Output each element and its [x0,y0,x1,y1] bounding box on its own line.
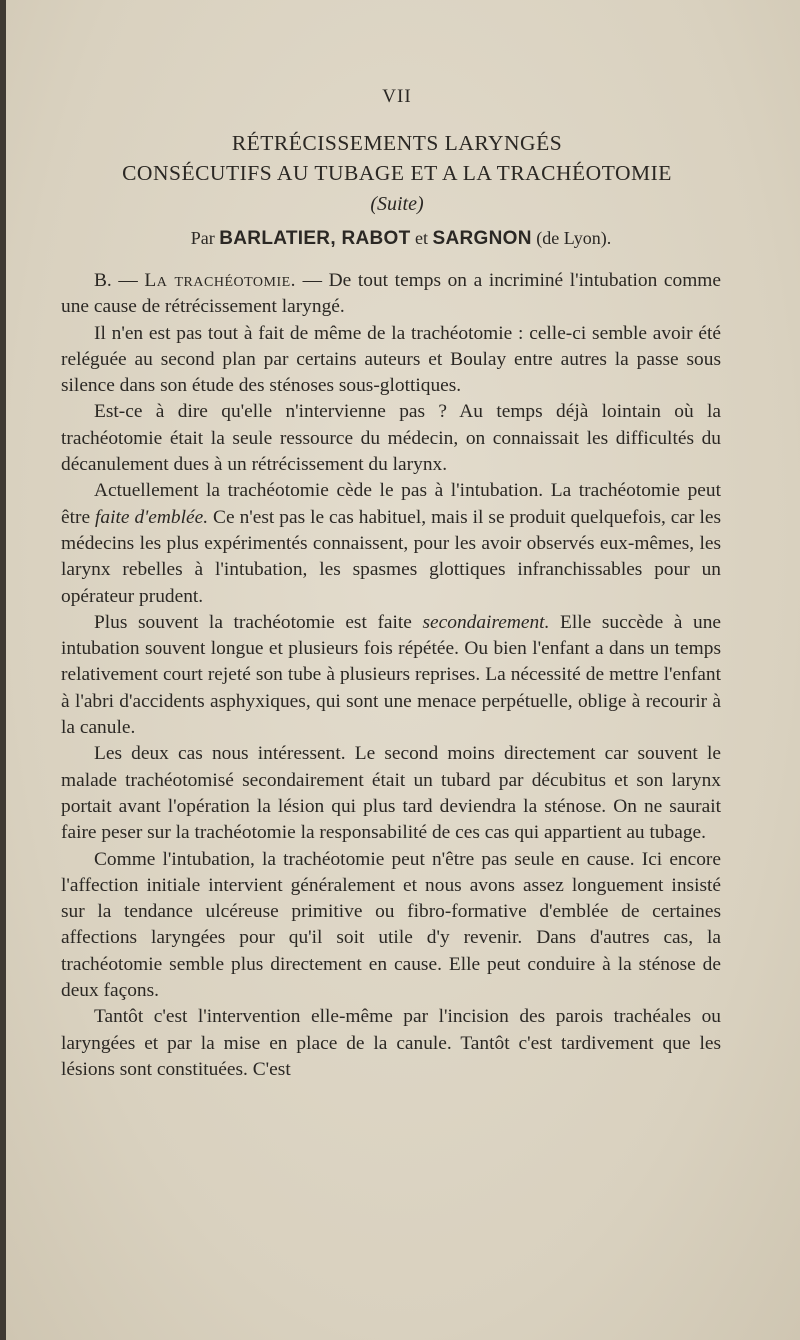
paragraph-5-before: Plus souvent la trachéotomie est faite [94,611,423,633]
section-heading: La trachéotomie. [144,270,297,291]
paragraph-3: Est-ce à dire qu'elle n'intervienne pas ? Au temps déjà lointain où la trachéotomie était la seule ressource du médecin, on connaissait les difficultés du décanulement dues à un rétrécissement du larynx. [61,401,721,476]
paragraph-1-text: — De tout temps on a incriminé l'intubation comme une cause de rétrécissement laryngé. [61,270,721,318]
section-letter: B. — [94,270,145,291]
paragraph-6: Les deux cas nous intéressent. Le second moins directement car souvent le malade trachéotomisé secondairement était un tubard par décubitus et son larynx portait avant l'opération la lésion qui plus tard deviendra la sténose. On ne saurait faire peser sur la trachéotomie la responsabilité de ces cas qui appartient au tubage. [61,743,721,844]
book-page [6,0,800,1340]
paragraph-5-emphasis: secondairement. [422,611,550,633]
paragraph-4 [61,478,721,609]
article-title-line-1: RÉTRÉCISSEMENTS LARYNGÉS [231,131,563,155]
chapter-number: VII [382,86,412,107]
paragraph-8: Tantôt c'est l'intervention elle-même par l'incision des parois trachéales ou laryngées et par la mise en place de la canule. Tantôt c'est tardivement que les lésions sont constituées. C'est [61,1006,721,1080]
byline-conjunction: et [415,228,429,248]
paragraph-7: Comme l'intubation, la trachéotomie peut n'être pas seule en cause. Ici encore l'affection initiale intervient généralement et nous avons assez longuement insisté sur la tendance ulcéreuse primitive ou fibro-formative d'emblée de certaines affections laryngées pour qu'il soit utile d'y revenir. Dans d'autres cas, la trachéotomie semble plus directement en cause. Elle peut conduire à la sténose de deux façons. [61,848,721,1002]
byline-place: (de Lyon). [536,228,612,248]
byline-authors: BARLATIER, RABOT [219,228,411,249]
paragraph-5 [61,610,721,741]
article-title-line-2: CONSÉCUTIFS AU TUBAGE ET A LA TRACHÉOTOMIE [122,161,672,185]
article-subtitle: (Suite) [370,193,424,215]
body-text [61,268,721,1083]
paragraph-4-after: Ce n'est pas le cas habituel, mais il se produit quelquefois, car les médecins les plus expérimentés connaissent, pour les avoir observés eux-mêmes, les larynx rebelles à l'intubation, les spasmes glottiques infranchissables pour un opérateur prudent. [61,506,721,607]
byline [6,228,796,250]
paragraph-4-before: Actuellement la trachéotomie cède le pas à l'intubation. La trachéotomie peut être [61,480,721,528]
paragraph-5-after: Elle succède à une intubation souvent longue et plusieurs fois répétée. Ou bien l'enfant a dans un temps relativement court rejeté son tube à plusieurs reprises. La nécessité de mettre l'enfant à l'abri d'accidents asphyxiques, qui sont une menace perpétuelle, oblige à recourir à la canule. [61,611,721,739]
byline-prefix: Par [190,228,215,248]
paragraph-2: Il n'en est pas tout à fait de même de la trachéotomie : celle-ci semble avoir été reléguée au second plan par certains auteurs et Boulay entre autres la passe sous silence dans son étude des sténoses sous-glottiques. [61,322,721,397]
paragraph-4-emphasis: faite d'emblée. [95,506,209,528]
paragraph-1 [61,268,721,321]
byline-author-last: SARGNON [432,228,532,249]
